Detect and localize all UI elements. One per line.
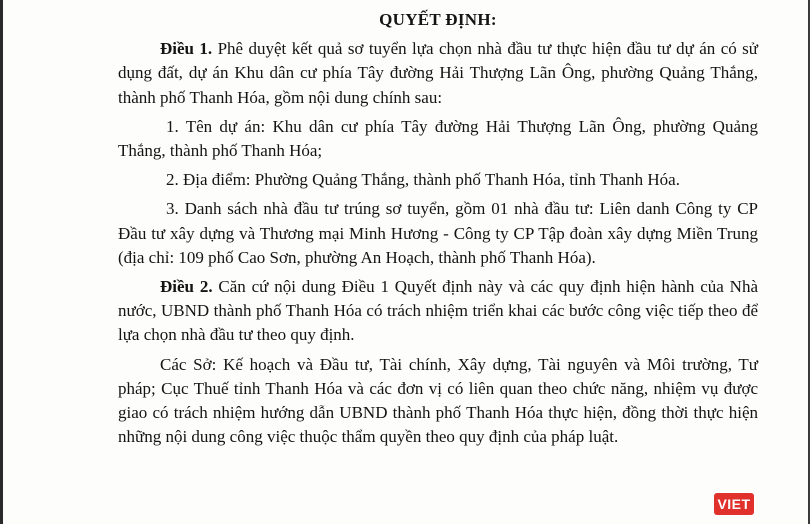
article-1-item-2: 2. Địa điểm: Phường Quảng Thắng, thành phố Thanh Hóa, tỉnh Thanh Hóa.: [166, 170, 680, 190]
article-1-item-3: 3. Danh sách nhà đầu tư trúng sơ tuyển, gồm 01 nhà đầu tư: Liên danh Công ty CP Đầu tư xây dựng và Thương mại Minh Hương - Công ty CP Tập đoàn xây dựng Miền Trung (địa chỉ: 109 phố Cao Sơn, phường An Hoạch, thành phố Thanh Hóa).: [118, 199, 758, 267]
article-1-text: Phê duyệt kết quả sơ tuyển lựa chọn nhà đầu tư thực hiện đầu tư dự án có sử dụng đất, dự án Khu dân cư phía Tây đường Hải Thượng Lãn Ông, phường Quảng Thắng, thành phố Thanh Hóa, gồm nội dung chính sau:: [118, 39, 758, 107]
article-1-label: Điều 1.: [160, 39, 213, 59]
document-body: [118, 8, 758, 454]
closing-paragraph: Các Sở: Kế hoạch và Đầu tư, Tài chính, Xây dựng, Tài nguyên và Môi trường, Tư pháp; Cục Thuế tỉnh Thanh Hóa và các đơn vị có liên quan theo chức năng, nhiệm vụ được giao có trách nhiệm hướng dẫn UBND thành phố Thanh Hóa thực hiện, đồng thời thực hiện những nội dung công việc thuộc thẩm quyền theo quy định của pháp luật.: [118, 354, 758, 447]
article-1-item-1: 1. Tên dự án: Khu dân cư phía Tây đường Hải Thượng Lãn Ông, phường Quảng Thắng, thành phố Thanh Hóa;: [118, 116, 758, 161]
scan-edge-left: [0, 0, 3, 524]
article-1-intro: [118, 37, 758, 110]
article-2: [118, 275, 758, 348]
decision-title: QUYẾT ĐỊNH:: [379, 10, 497, 29]
watermark-logo: VIET: [714, 493, 754, 515]
article-2-text: Căn cứ nội dung Điều 1 Quyết định này và các quy định hiện hành của Nhà nước, UBND thành phố Thanh Hóa có trách nhiệm triển khai các bước công việc tiếp theo để lựa chọn nhà đầu tư theo quy định.: [118, 277, 758, 345]
article-2-label: Điều 2.: [160, 277, 213, 297]
